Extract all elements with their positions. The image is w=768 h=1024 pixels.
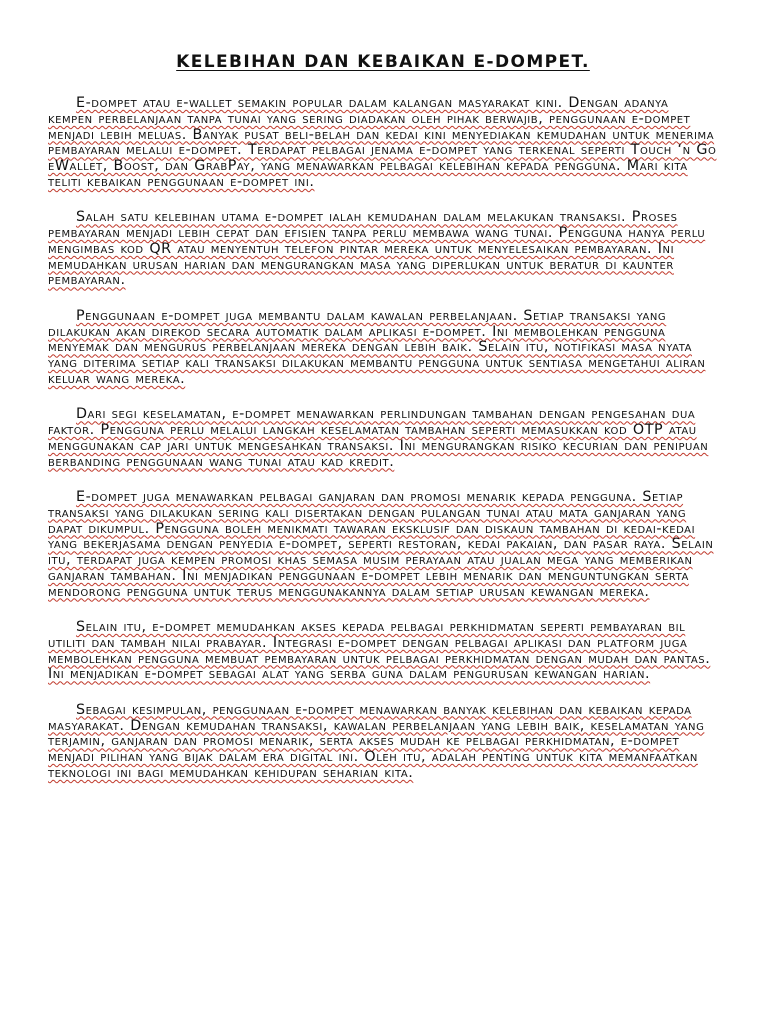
- paragraph-intro: E-dompet atau e-wallet semakin popular dalam kalangan masyarakat kini. Dengan adanya kempen perbelanjaan tanpa tunai yang sering diadakan oleh pihak berwajib, penggunaan e-dompet menjadi lebih meluas. Banyak pusat beli-belah dan kedai kini menyediakan kemudahan untuk menerima pembayaran melalui e-dompet. Terdapat pelbagai jenama e-dompet yang terkenal seperti Touch ‘n Go eWallet, Boost, dan GrabPay, yang menawarkan pelbagai kelebihan kepada pengguna. Mari kita teliti kebaikan penggunaan e-dompet ini.: [48, 95, 717, 190]
- paragraph-security: Dari segi keselamatan, e-dompet menawarkan perlindungan tambahan dengan pengesahan dua faktor. Pengguna perlu melalui langkah keselamatan tambahan seperti memasukkan kod OTP atau menggunakan cap jari untuk mengesahkan transaksi. Ini mengurangkan risiko kecurian dan penipuan berbanding penggunaan wang tunai atau kad kredit.: [48, 406, 709, 470]
- paragraph-spending-control: Penggunaan e-dompet juga membantu dalam kawalan perbelanjaan. Setiap transaksi yang dilakukan akan direkod secara automatik dalam aplikasi e-dompet. Ini membolehkan pengguna menyemak dan mengurus perbelanjaan mereka dengan lebih baik. Selain itu, notifikasi masa nyata yang diterima setiap kali transaksi dilakukan membantu pengguna untuk sentiasa mengetahui aliran keluar wang mereka.: [48, 307, 706, 387]
- paragraph-rewards: E-dompet juga menawarkan pelbagai ganjaran dan promosi menarik kepada pengguna. Setiap transaksi yang dilakukan sering kali disertakan dengan pulangan tunai atau mata ganjaran yang dapat dikumpul. Pengguna boleh menikmati tawaran eksklusif dan diskaun tambahan di kedai-kedai yang bekerjasama dengan penyedia e-dompet, seperti restoran, kedai pakaian, dan pasar raya. Selain itu, terdapat juga kempen promosi khas semasa musim perayaan atau jualan mega yang memberikan ganjaran tambahan. Ini menjadikan penggunaan e-dompet lebih menarik dan menguntungkan serta mendorong pengguna untuk terus menggunakannya dalam setiap urusan kewangan mereka.: [48, 488, 714, 600]
- document-title: KELEBIHAN DAN KEBAIKAN E-DOMPET.: [176, 52, 590, 72]
- paragraph-services-access: Selain itu, e-dompet memudahkan akses kepada pelbagai perkhidmatan seperti pembayaran bil utiliti dan tambah nilai prabayar. Integrasi e-dompet dengan pelbagai aplikasi dan platform juga membolehkan pengguna membuat pembayaran untuk pelbagai perkhidmatan dengan mudah dan pantas. Ini menjadikan e-dompet sebagai alat yang serba guna dalam pengurusan kewangan harian.: [48, 619, 711, 683]
- paragraph-transaction-convenience: Salah satu kelebihan utama e-dompet ialah kemudahan dalam melakukan transaksi. Proses pembayaran menjadi lebih cepat dan efisien tanpa perlu membawa wang tunai. Pengguna hanya perlu mengimbas kod QR atau menyentuh telefon pintar mereka untuk menyelesaikan pembayaran. Ini memudahkan urusan harian dan mengurangkan masa yang diperlukan untuk beratur di kaunter pembayaran.: [48, 209, 706, 289]
- paragraph-conclusion: Sebagai kesimpulan, penggunaan e-dompet menawarkan banyak kelebihan dan kebaikan kepada masyarakat. Dengan kemudahan transaksi, kawalan perbelanjaan yang lebih baik, keselamatan yang terjamin, ganjaran dan promosi menarik, serta akses mudah ke pelbagai perkhidmatan, e-dompet menjadi pilihan yang bijak dalam era digital ini. Oleh itu, adalah penting untuk kita memanfaatkan teknologi ini bagi memudahkan kehidupan seharian kita.: [48, 701, 705, 781]
